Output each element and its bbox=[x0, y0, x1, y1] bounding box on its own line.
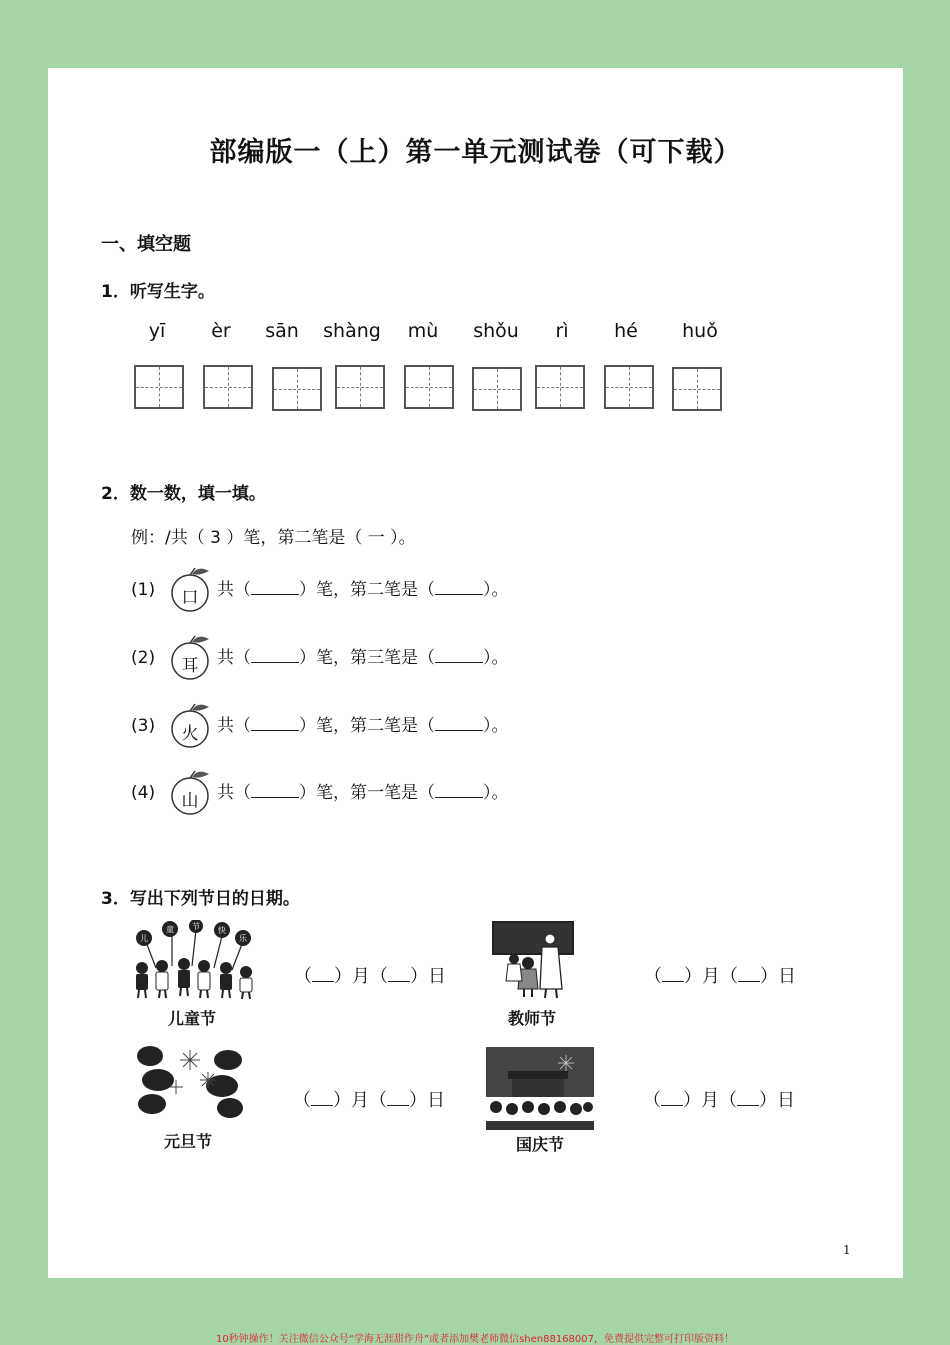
month-blank[interactable] bbox=[661, 1091, 683, 1106]
text-end: ）。 bbox=[483, 783, 509, 803]
holiday-caption: 元旦节 bbox=[163, 1132, 212, 1151]
apple-icon bbox=[165, 566, 217, 614]
text-stroke: ）笔，第三笔是（ bbox=[299, 648, 435, 668]
text-end: ）。 bbox=[483, 648, 509, 668]
apple-icon bbox=[165, 634, 217, 682]
stroke-question-row bbox=[131, 702, 509, 750]
tian-grid-box[interactable] bbox=[604, 365, 654, 409]
tian-grid-box[interactable] bbox=[134, 365, 184, 409]
date-answer-new-years-day: （ ）月（ ）日 bbox=[293, 1090, 445, 1111]
text-total: 共（ bbox=[217, 580, 251, 600]
text-total: 共（ bbox=[217, 716, 251, 736]
date-answer-teachers-day: （ ）月（ ）日 bbox=[644, 966, 796, 987]
month-blank[interactable] bbox=[311, 1091, 333, 1106]
item-number: (3) bbox=[131, 716, 156, 736]
stroke-name-blank[interactable] bbox=[435, 783, 483, 798]
text-stroke: ）笔，第二笔是（ bbox=[299, 580, 435, 600]
item-number: (2) bbox=[131, 648, 156, 668]
date-answer-childrens-day: （ ）月（ ）日 bbox=[294, 966, 446, 987]
apple-character: 火 bbox=[181, 724, 199, 744]
text-stroke: ）笔，第一笔是（ bbox=[299, 783, 435, 803]
stroke-count-blank[interactable] bbox=[251, 783, 299, 798]
text-total: 共（ bbox=[217, 783, 251, 803]
stroke-count-blank[interactable] bbox=[251, 580, 299, 595]
stroke-question-row bbox=[131, 769, 509, 817]
tian-grid-box[interactable] bbox=[203, 365, 253, 409]
balloon-char: 快 bbox=[218, 926, 226, 935]
new-years-day-illustration bbox=[136, 1044, 243, 1121]
date-answer-national-day: （ ）月（ ）日 bbox=[643, 1090, 795, 1111]
tian-grid-box[interactable] bbox=[404, 365, 454, 409]
stroke-count-blank[interactable] bbox=[251, 716, 299, 731]
day-blank[interactable] bbox=[388, 967, 410, 982]
holiday-caption: 国庆节 bbox=[515, 1135, 564, 1154]
apple-icon bbox=[165, 769, 217, 817]
worksheet-page bbox=[48, 68, 903, 1278]
text-stroke: ）笔，第二笔是（ bbox=[299, 716, 435, 736]
pinyin-label: yī bbox=[148, 320, 166, 342]
pinyin-label: shǒu bbox=[473, 320, 519, 342]
tian-grid-box[interactable] bbox=[535, 365, 585, 409]
page-title: 部编版一（上）第一单元测试卷（可下载） bbox=[209, 137, 742, 168]
stroke-count-blank[interactable] bbox=[251, 648, 299, 663]
text-end: ）。 bbox=[483, 716, 509, 736]
pinyin-label: huǒ bbox=[682, 320, 718, 342]
balloon-char: 乐 bbox=[239, 934, 247, 943]
stroke-name-blank[interactable] bbox=[435, 716, 483, 731]
text-total: 共（ bbox=[217, 648, 251, 668]
day-blank[interactable] bbox=[738, 967, 760, 982]
stroke-question-row bbox=[131, 634, 509, 682]
tian-grid-box[interactable] bbox=[672, 367, 722, 411]
apple-character: 口 bbox=[181, 588, 199, 608]
holiday-caption: 儿童节 bbox=[167, 1009, 216, 1028]
apple-character: 山 bbox=[181, 791, 199, 811]
pinyin-label: shàng bbox=[323, 320, 381, 342]
balloon-char: 节 bbox=[192, 922, 200, 931]
pinyin-label: mù bbox=[407, 320, 439, 342]
pinyin-label: hé bbox=[614, 320, 638, 342]
stroke-question-row bbox=[131, 566, 509, 614]
tian-grid-box[interactable] bbox=[335, 365, 385, 409]
month-blank[interactable] bbox=[662, 967, 684, 982]
month-blank[interactable] bbox=[312, 967, 334, 982]
national-day-illustration bbox=[486, 1047, 594, 1130]
item-number: (1) bbox=[131, 580, 156, 600]
item-number: (4) bbox=[131, 783, 156, 803]
question-2-title: 2．数一数，填一填。 bbox=[101, 484, 266, 504]
pinyin-label: sān bbox=[265, 320, 299, 342]
apple-icon bbox=[165, 702, 217, 750]
holiday-caption: 教师节 bbox=[507, 1009, 556, 1028]
pinyin-label: rì bbox=[555, 320, 569, 342]
balloon-char: 童 bbox=[166, 925, 174, 934]
section-heading: 一、填空题 bbox=[101, 234, 191, 255]
tian-grid-box[interactable] bbox=[472, 367, 522, 411]
text-end: ）。 bbox=[483, 580, 509, 600]
example-line: 例：/共（ 3 ）笔，第二笔是（ 一 ）。 bbox=[131, 528, 416, 548]
day-blank[interactable] bbox=[387, 1091, 409, 1106]
question-1-title: 1．听写生字。 bbox=[101, 282, 215, 302]
balloon-char: 儿 bbox=[140, 934, 148, 943]
page-number: 1 bbox=[843, 1243, 851, 1257]
apple-character: 耳 bbox=[181, 656, 199, 676]
question-3-title: 3．写出下列节日的日期。 bbox=[101, 889, 300, 909]
pinyin-label: èr bbox=[211, 320, 231, 342]
stroke-name-blank[interactable] bbox=[435, 580, 483, 595]
tian-grid-box[interactable] bbox=[272, 367, 322, 411]
day-blank[interactable] bbox=[737, 1091, 759, 1106]
childrens-day-illustration bbox=[132, 920, 257, 1000]
stroke-name-blank[interactable] bbox=[435, 648, 483, 663]
footer-promo-text: 10秒钟操作！关注微信公众号“学海无涯甜作舟”或者添加樊老师微信shen88168007，免费提供完整可打印版资料！ bbox=[215, 1334, 735, 1345]
teachers-day-illustration bbox=[490, 919, 578, 999]
